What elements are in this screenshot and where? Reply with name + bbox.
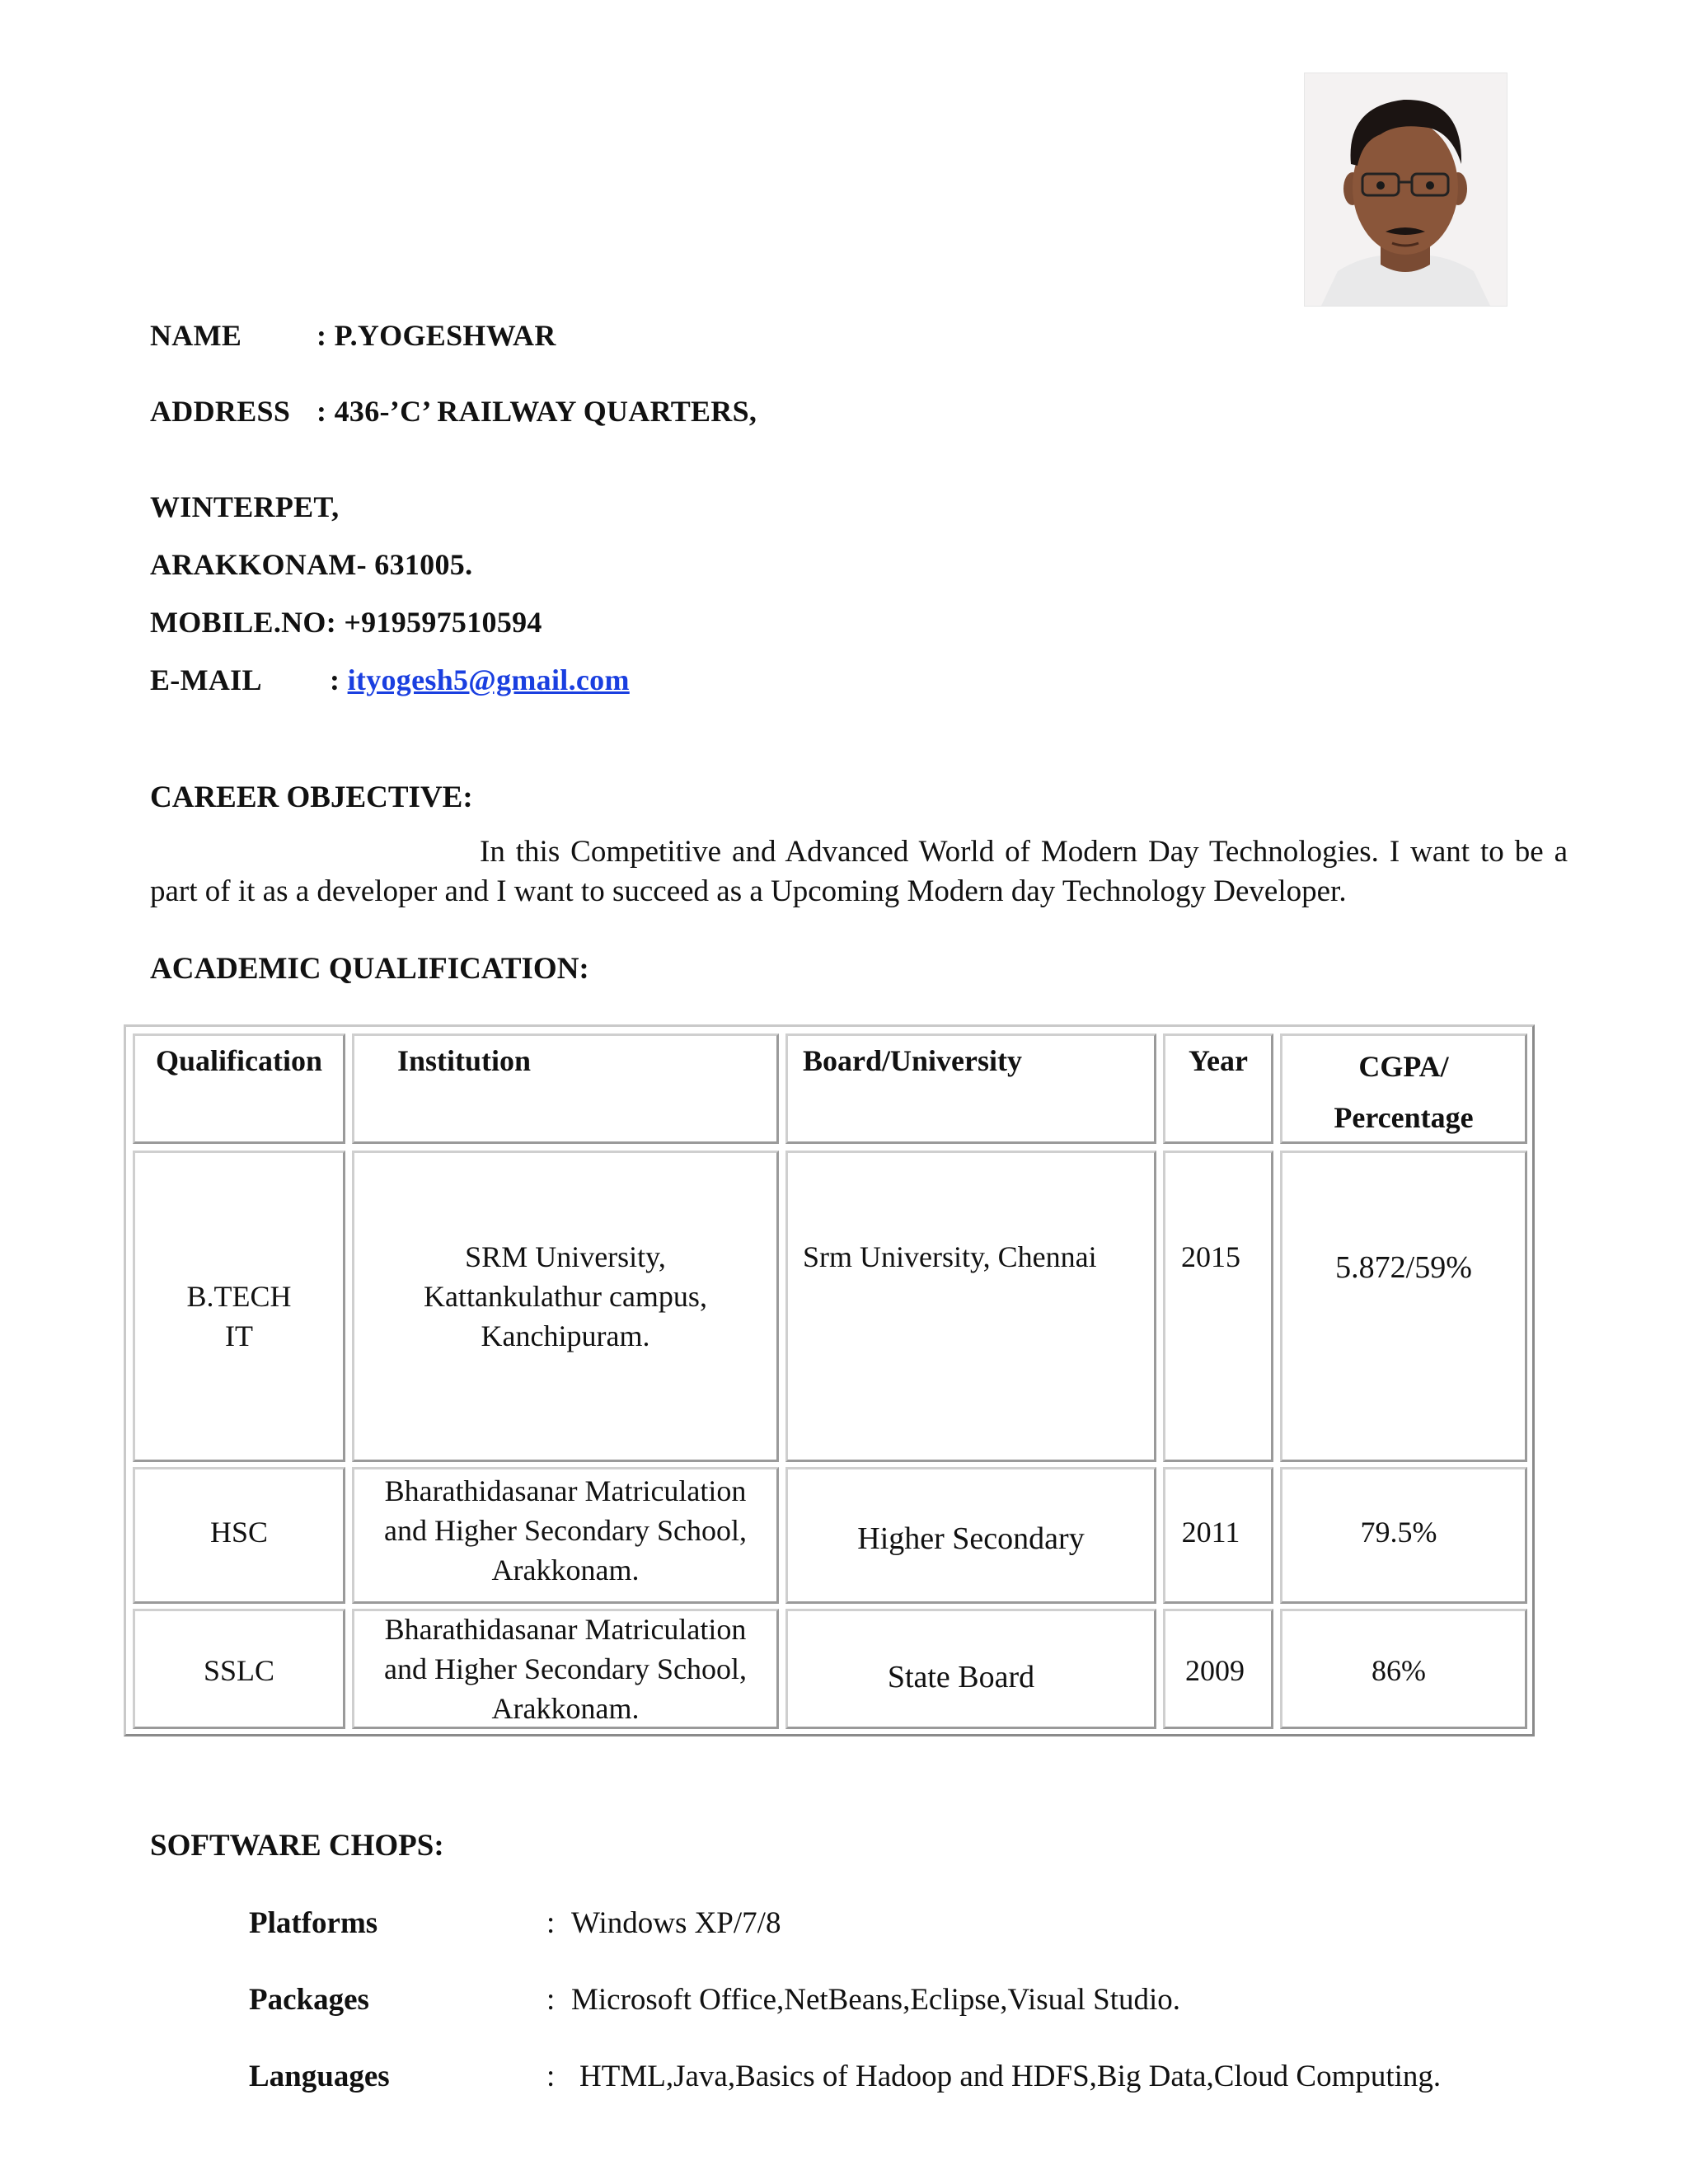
software-item-platforms [0, 1905, 1688, 1947]
packages-value: Microsoft Office,NetBeans,Eclipse,Visual Studio. [571, 1983, 1181, 2017]
address-row [150, 394, 757, 429]
header-year: Year [1189, 1044, 1248, 1077]
table-header-cell [133, 1033, 345, 1144]
profile-photo [1304, 73, 1507, 307]
table-header-cell [1163, 1033, 1273, 1144]
email-colon: : [330, 663, 340, 696]
header-board: Board/University [803, 1044, 1022, 1077]
packages-colon: : [546, 1983, 556, 2017]
email-row [150, 663, 630, 697]
table-row [785, 1467, 1156, 1604]
table-row [1163, 1609, 1273, 1729]
cell-qualification: SSLC [203, 1654, 275, 1687]
table-row [133, 1467, 345, 1604]
table-row [352, 1467, 779, 1604]
software-heading: SOFTWARE CHOPS: [150, 1829, 444, 1863]
header-institution: Institution [397, 1044, 532, 1077]
table-row [133, 1609, 345, 1729]
table-row [1163, 1467, 1273, 1604]
cell-institution: SRM University, Kattankulathur campus, Kanchipuram. [424, 1240, 707, 1352]
name-label: NAME [150, 319, 242, 352]
address-line3: ARAKKONAM- 631005. [150, 548, 473, 581]
address-line2: WINTERPET, [150, 490, 340, 523]
name-row [150, 318, 556, 353]
platforms-value: Windows XP/7/8 [571, 1906, 781, 1940]
table-row [785, 1151, 1156, 1462]
table-row [785, 1609, 1156, 1729]
header-qualification: Qualification [155, 1044, 322, 1077]
table-header-cell [352, 1033, 779, 1144]
profile-photo-graphic [1305, 73, 1507, 306]
academic-heading: ACADEMIC QUALIFICATION: [150, 952, 589, 986]
table-row [1280, 1609, 1527, 1729]
cell-score: 5.872/59% [1335, 1250, 1472, 1285]
software-item-languages [0, 2059, 1688, 2100]
cell-qualification: HSC [209, 1516, 269, 1549]
cell-board: Srm University, Chennai [803, 1240, 1097, 1273]
software-item-packages [0, 1982, 1688, 2023]
cell-board: State Board [887, 1660, 1035, 1694]
address-value: : 436-’C’ RAILWAY QUARTERS, [316, 395, 757, 428]
cell-score: 86% [1372, 1654, 1426, 1687]
cell-year: 2015 [1181, 1240, 1240, 1273]
languages-label: Languages [249, 2060, 390, 2093]
table-row [1280, 1467, 1527, 1604]
mobile-number: MOBILE.NO: +919597510594 [150, 606, 542, 639]
cell-year: 2009 [1185, 1654, 1245, 1687]
cell-board: Higher Secondary [857, 1521, 1085, 1556]
table-row [1163, 1151, 1273, 1462]
languages-value: HTML,Java,Basics of Hadoop and HDFS,Big Data,Cloud Computing. [579, 2060, 1442, 2093]
academic-table [124, 1024, 1535, 1736]
cell-year: 2011 [1181, 1516, 1240, 1549]
name-value: : P.YOGESHWAR [316, 319, 556, 352]
email-label: E-MAIL [150, 663, 262, 696]
cell-score: 79.5% [1360, 1516, 1437, 1549]
table-header-cell [785, 1033, 1156, 1144]
languages-colon: : [546, 2060, 556, 2093]
packages-label: Packages [249, 1983, 369, 2017]
platforms-label: Platforms [249, 1906, 378, 1940]
address-label: ADDRESS [150, 395, 291, 428]
table-row [133, 1151, 345, 1462]
cell-institution: Bharathidasanar Matriculation and Higher Secondary School, Arakkonam. [384, 1474, 747, 1586]
career-objective-text: In this Competitive and Advanced World of Modern Day Technologies. I want to be a part of it as a developer and I want to succeed as a Upcoming Modern day Technology Developer. [150, 835, 1568, 908]
header-score: CGPA/ Percentage [1334, 1050, 1474, 1134]
platforms-colon: : [546, 1906, 556, 1940]
email-link[interactable]: ityogesh5@gmail.com [347, 663, 630, 696]
table-row [352, 1609, 779, 1729]
table-row [352, 1151, 779, 1462]
table-row [1280, 1151, 1527, 1462]
cell-qualification: B.TECH IT [186, 1280, 292, 1352]
table-header-cell [1280, 1033, 1527, 1144]
cell-institution: Bharathidasanar Matriculation and Higher Secondary School, Arakkonam. [384, 1613, 747, 1725]
career-objective-heading: CAREER OBJECTIVE: [150, 780, 473, 814]
